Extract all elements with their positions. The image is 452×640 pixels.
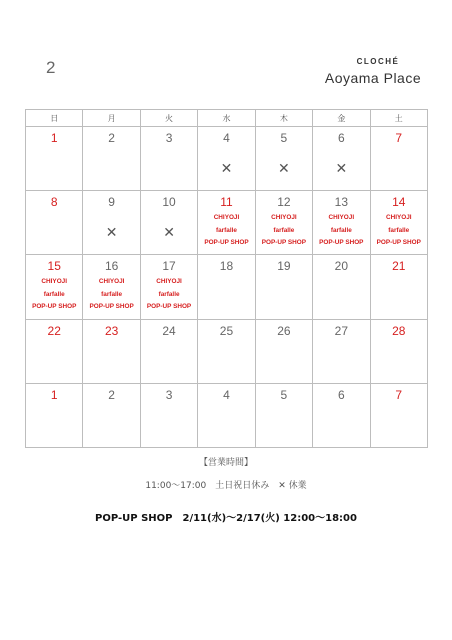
day-cell bbox=[198, 319, 255, 383]
day-cell bbox=[140, 319, 197, 383]
business-hours-text: 11:00〜17:00 土日祝日休み ✕ 休業 bbox=[145, 481, 307, 491]
day-cell bbox=[83, 319, 140, 383]
weekday-sat: 土 bbox=[370, 110, 427, 127]
day-number: 4 bbox=[223, 387, 230, 402]
closed-mark-icon: ✕ bbox=[220, 161, 233, 177]
popup-event-line: CHIYOJI bbox=[41, 278, 67, 286]
weekday-wed: 水 bbox=[198, 110, 255, 127]
week-row bbox=[26, 383, 428, 447]
day-cell bbox=[140, 191, 197, 255]
day-number: 5 bbox=[280, 131, 288, 145]
day-cell bbox=[26, 127, 83, 191]
popup-event-label bbox=[198, 212, 254, 250]
day-cell bbox=[313, 383, 370, 447]
day-cell bbox=[198, 255, 255, 319]
day-number: 9 bbox=[108, 195, 115, 210]
closed-mark-icon: ✕ bbox=[163, 225, 175, 242]
day-number: 23 bbox=[104, 323, 119, 338]
day-number: 27 bbox=[334, 323, 348, 338]
popup-event-label bbox=[256, 212, 312, 250]
popup-event-line: farfalle bbox=[101, 290, 123, 298]
calendar-grid bbox=[25, 109, 428, 448]
day-number: 10 bbox=[162, 195, 176, 210]
popup-event-line: CHIYOJI bbox=[156, 278, 182, 286]
popup-event-line: CHIYOJI bbox=[271, 214, 297, 222]
popup-event-line: POP-UP SHOP bbox=[204, 239, 249, 247]
day-number: 24 bbox=[162, 323, 176, 338]
day-number: 1 bbox=[50, 131, 58, 145]
day-cell bbox=[198, 383, 255, 447]
day-cell bbox=[26, 255, 83, 319]
popup-event-line: CHIYOJI bbox=[213, 214, 240, 222]
day-number: 25 bbox=[219, 323, 234, 338]
week-row bbox=[26, 255, 428, 319]
day-number: 3 bbox=[165, 131, 173, 145]
popup-event-label bbox=[83, 276, 139, 314]
day-number: 17 bbox=[162, 259, 176, 274]
day-number: 8 bbox=[50, 195, 58, 210]
day-cell bbox=[140, 255, 197, 319]
popup-event-line: POP-UP SHOP bbox=[89, 303, 134, 311]
popup-event-line: POP-UP SHOP bbox=[261, 239, 307, 247]
day-number: 11 bbox=[220, 195, 233, 210]
brand-logo-main: Aoyama Place bbox=[324, 70, 422, 86]
day-number: 19 bbox=[277, 259, 291, 274]
day-number: 7 bbox=[395, 387, 403, 402]
day-cell bbox=[313, 255, 370, 319]
day-cell bbox=[255, 191, 312, 255]
day-cell bbox=[83, 127, 140, 191]
day-number: 26 bbox=[277, 323, 291, 338]
week-row bbox=[26, 127, 428, 191]
day-cell bbox=[370, 127, 427, 191]
day-cell bbox=[313, 319, 370, 383]
day-number: 15 bbox=[47, 259, 61, 274]
day-cell bbox=[83, 191, 140, 255]
day-number: 1 bbox=[50, 387, 58, 402]
popup-event-line: POP-UP SHOP bbox=[32, 303, 77, 311]
popup-event-line: POP-UP SHOP bbox=[146, 303, 192, 311]
day-cell bbox=[255, 255, 312, 319]
day-number: 16 bbox=[104, 259, 119, 274]
day-cell bbox=[26, 319, 83, 383]
popup-event-line: farfalle bbox=[158, 290, 180, 298]
day-number: 2 bbox=[108, 387, 115, 402]
day-number: 4 bbox=[223, 131, 230, 145]
day-number: 20 bbox=[334, 259, 348, 274]
weekday-mon: 月 bbox=[83, 110, 140, 127]
day-cell bbox=[370, 191, 427, 255]
popup-event-line: farfalle bbox=[43, 290, 65, 298]
day-cell bbox=[83, 255, 140, 319]
weekday-fri: 金 bbox=[313, 110, 370, 127]
day-number: 5 bbox=[280, 387, 288, 402]
day-number: 18 bbox=[219, 259, 234, 274]
popup-event-line: POP-UP SHOP bbox=[376, 239, 421, 247]
popup-event-line: CHIYOJI bbox=[385, 214, 412, 222]
calendar-body bbox=[26, 127, 428, 448]
closed-mark-icon: ✕ bbox=[335, 161, 348, 177]
weekday-header-row bbox=[26, 110, 428, 127]
popup-event-line: farfalle bbox=[388, 226, 410, 234]
popup-event-line: CHIYOJI bbox=[98, 278, 125, 286]
day-cell bbox=[83, 383, 140, 447]
month-number: 2 bbox=[46, 58, 56, 77]
week-row bbox=[26, 191, 428, 255]
business-hours-title: 【営業時間】 bbox=[198, 458, 253, 468]
closed-mark-icon: ✕ bbox=[278, 161, 290, 177]
day-number: 2 bbox=[108, 131, 115, 145]
popup-event-line: farfalle bbox=[215, 226, 237, 234]
day-cell bbox=[255, 383, 312, 447]
day-cell bbox=[370, 383, 427, 447]
popup-event-line: CHIYOJI bbox=[328, 214, 355, 222]
day-number: 3 bbox=[165, 387, 173, 402]
day-cell bbox=[26, 191, 83, 255]
day-cell bbox=[140, 383, 197, 447]
weekday-tue: 火 bbox=[140, 110, 197, 127]
day-number: 28 bbox=[392, 323, 406, 338]
day-cell bbox=[26, 383, 83, 447]
day-number: 6 bbox=[337, 131, 345, 145]
day-number: 7 bbox=[395, 131, 403, 145]
brand-logo-top: CLOCHÉ bbox=[356, 57, 400, 66]
popup-event-line: farfalle bbox=[330, 226, 352, 234]
closed-mark-icon: ✕ bbox=[105, 225, 118, 242]
popup-event-line: farfalle bbox=[273, 226, 295, 234]
popup-event-label bbox=[26, 276, 82, 314]
popup-event-line: POP-UP SHOP bbox=[319, 239, 364, 247]
day-cell bbox=[370, 255, 427, 319]
weekday-thu: 木 bbox=[255, 110, 312, 127]
day-cell bbox=[255, 319, 312, 383]
day-number: 12 bbox=[277, 195, 291, 210]
popup-event-label bbox=[141, 276, 197, 314]
day-number: 14 bbox=[392, 195, 406, 210]
weekday-sun: 日 bbox=[26, 110, 83, 127]
day-number: 22 bbox=[47, 323, 61, 338]
day-number: 13 bbox=[334, 195, 348, 210]
popup-event-label bbox=[371, 212, 427, 250]
day-cell bbox=[198, 127, 255, 191]
day-cell bbox=[313, 191, 370, 255]
day-cell bbox=[140, 127, 197, 191]
day-cell bbox=[313, 127, 370, 191]
popup-shop-notice: POP-UP SHOP 2/11(水)〜2/17(火) 12:00〜18:00 bbox=[95, 513, 357, 524]
day-number: 21 bbox=[392, 259, 406, 274]
day-cell bbox=[255, 127, 312, 191]
day-number: 6 bbox=[337, 387, 345, 402]
day-cell bbox=[198, 191, 255, 255]
week-row bbox=[26, 319, 428, 383]
day-cell bbox=[370, 319, 427, 383]
popup-event-label bbox=[313, 212, 369, 250]
